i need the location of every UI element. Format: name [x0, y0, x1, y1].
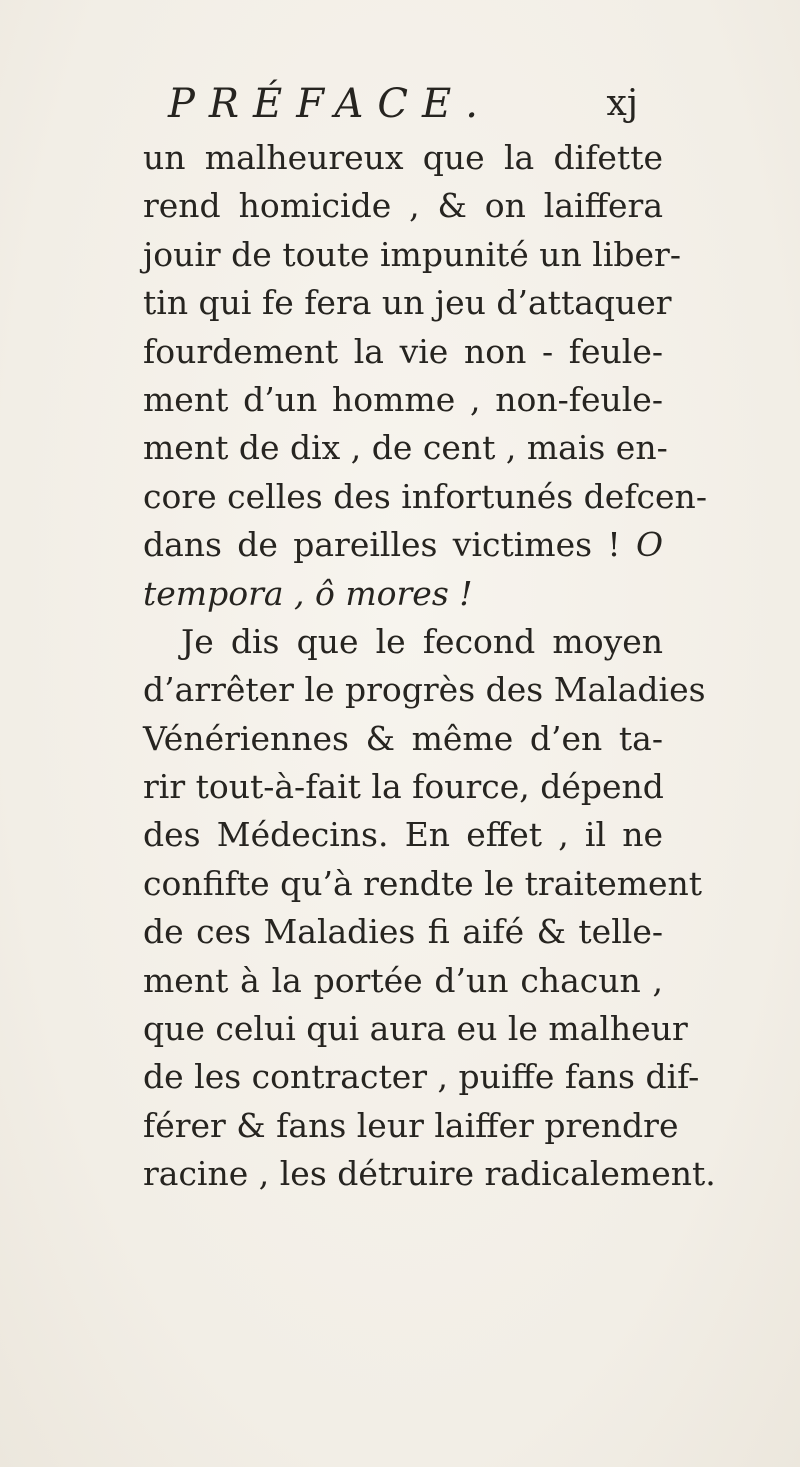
text-line: rir tout-à-fait la fource, dépend — [143, 767, 664, 807]
text-line: d’arrêter le progrès des Maladies — [143, 670, 706, 710]
text-line: de ces Maladies fi aifé & telle- — [143, 912, 663, 952]
text-line: de les contracter , puiffe fans dif- — [143, 1057, 700, 1097]
text-line: rend homicide , & on laiffera — [143, 186, 663, 226]
body-text — [143, 134, 716, 1199]
text-line: fourdement la vie non - feule- — [143, 331, 663, 371]
text-line: confifte qu’à rendte le traitement — [143, 863, 703, 903]
text-line: tin qui fe fera un jeu d’attaquer — [143, 283, 672, 323]
text-line: jouir de toute impunité un liber- — [143, 234, 681, 274]
text-line: tempora , ô mores ! — [143, 573, 473, 613]
page-number: xj — [606, 83, 638, 124]
running-title: PRÉFACE. — [168, 81, 492, 127]
text-line: un malheureux que la difette — [143, 138, 663, 177]
text-line: ment à la portée d’un chacun , — [143, 960, 663, 1000]
text-line: Vénériennes & même d’en ta- — [143, 718, 663, 758]
text-line: ment de dix , de cent , mais en- — [143, 428, 668, 468]
text-line: racine , les détruire radicalement. — [143, 1154, 716, 1194]
text-line: ment d’un homme , non-feule- — [143, 379, 663, 419]
text-line: core celles des infortunés defcen- — [143, 476, 707, 516]
text-line: des Médecins. En effet , il ne — [143, 815, 663, 855]
paragraph-start-line: Je dis que le fecond moyen — [181, 621, 663, 661]
text-line: que celui qui aura eu le malheur — [143, 1009, 688, 1049]
text-line: dans de pareilles victimes ! O — [143, 525, 663, 565]
page-header — [168, 74, 638, 134]
text-line: férer & fans leur laiffer prendre — [143, 1105, 679, 1145]
